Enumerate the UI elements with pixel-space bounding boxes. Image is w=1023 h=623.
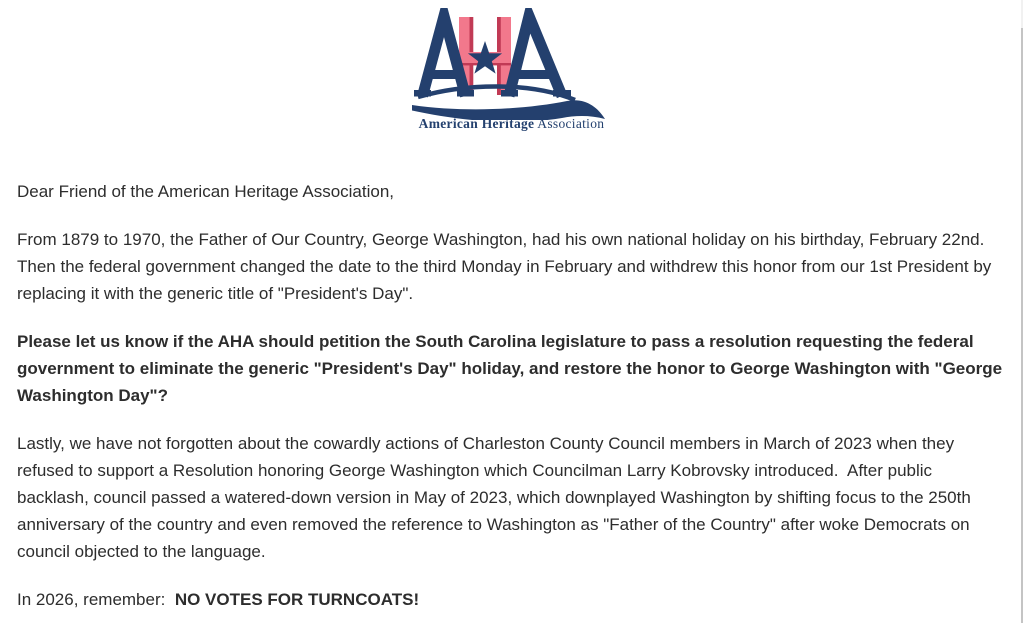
logo-wordmark [0, 116, 1023, 132]
paragraph-council: Lastly, we have not forgotten about the cowardly actions of Charleston County Council members in March of 2023 when they refused to support a Resolution honoring George Washington which Councilman Larry Kobrovsky introduced. After public backlash, council passed a watered-down version in May of 2023, which downplayed Washington by shifting focus to the 250th anniversary of the country and even removed the reference to Washington as "Father of the Country" after woke Democrats on council objected to the language. [17, 434, 976, 561]
closing-prefix: In 2026, remember: [17, 590, 175, 609]
closing-emphasis: NO VOTES FOR TURNCOATS! [174, 590, 420, 609]
aha-logo-graphic [412, 8, 612, 120]
org-name-bold: American Heritage [418, 116, 535, 131]
letter-a-right [501, 16, 571, 97]
bridge-arch [418, 86, 575, 100]
logo [0, 0, 1023, 132]
letter-content [0, 178, 1023, 613]
closing-line [17, 586, 1006, 613]
org-name-regular: Association [537, 116, 605, 131]
paragraph-petition: Please let us know if the AHA should petition the South Carolina legislature to pass a resolution requesting the federal government to eliminate the generic "President's Day" holiday, and restore the honor to George Washington with "George Washington Day"? [17, 332, 1007, 405]
paragraph-history: From 1879 to 1970, the Father of Our Country, George Washington, had his own national holiday on his birthday, February 22nd. Then the federal government changed the date to the third Monday in February and withdrew this honor from our 1st President by replacing it with the generic title of "President's Day". [17, 230, 997, 303]
salutation: Dear Friend of the American Heritage Association, [17, 182, 395, 201]
